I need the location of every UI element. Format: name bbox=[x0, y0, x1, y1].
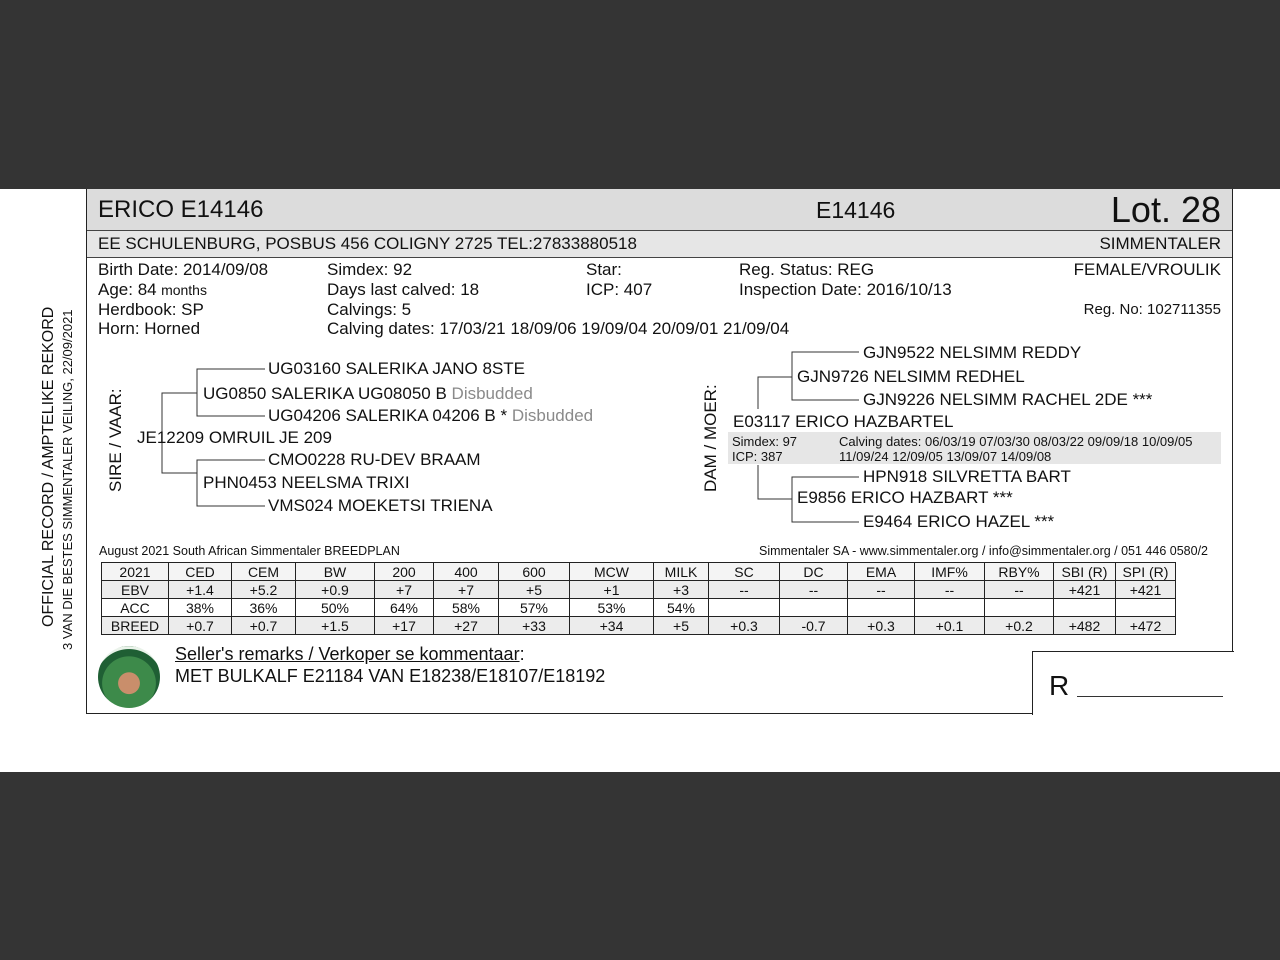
remarks-heading-text: Seller's remarks / Verkoper se kommentaar bbox=[175, 644, 520, 664]
dam-calving-dates-line2: 11/09/24 12/09/05 13/09/07 14/09/08 bbox=[839, 449, 1052, 464]
ebv-cell: 54% bbox=[654, 599, 709, 617]
price-entry-line[interactable] bbox=[1077, 696, 1223, 697]
ebv-cell: -- bbox=[985, 581, 1054, 599]
breedplan-contact: Simmentaler SA - www.simmentaler.org / info@simmentaler.org / 051 446 0580/2 bbox=[758, 544, 1208, 558]
ebv-cell: SC bbox=[709, 563, 780, 581]
age-value: Age: 84 bbox=[98, 280, 157, 299]
calving-dates: Calving dates: 17/03/21 18/09/06 19/09/04 20/09/01 21/09/04 bbox=[327, 319, 790, 338]
horn: Horn: Horned bbox=[98, 319, 201, 338]
ebv-cell: +34 bbox=[570, 617, 654, 635]
ebv-row-acc bbox=[102, 599, 1176, 617]
ebv-cell bbox=[915, 599, 985, 617]
ebv-cell: +5.2 bbox=[232, 581, 296, 599]
ebv-cell: +7 bbox=[434, 581, 499, 599]
ebv-cell: +0.7 bbox=[169, 617, 232, 635]
ebv-cell: 200 bbox=[375, 563, 434, 581]
sire-sire-dam-name: UG04206 SALERIKA 04206 B * bbox=[268, 406, 508, 425]
ebv-row-breed bbox=[102, 617, 1176, 635]
dam-simdex: Simdex: 97 bbox=[732, 434, 798, 449]
dam-sire: GJN9726 NELSIMM REDHEL bbox=[797, 367, 1025, 386]
sex: FEMALE/VROULIK bbox=[1073, 260, 1221, 279]
ebv-cell bbox=[709, 599, 780, 617]
birth-date: Birth Date: 2014/09/08 bbox=[98, 260, 269, 279]
owner-address: EE SCHULENBURG, POSBUS 456 COLIGNY 2725 TEL:27833880518 bbox=[98, 234, 637, 253]
ebv-cell: 64% bbox=[375, 599, 434, 617]
ebv-cell: SPI (R) bbox=[1116, 563, 1176, 581]
official-record-side-label: OFFICIAL RECORD / AMPTELIKE REKORD bbox=[40, 306, 57, 627]
ebv-cell: 36% bbox=[232, 599, 296, 617]
animal-name: ERICO E14146 bbox=[98, 196, 264, 223]
sire-sire-dam bbox=[268, 406, 593, 426]
auction-side-label: 3 VAN DIE BESTES SIMMENTALER VEILING, 22/09/2021 bbox=[60, 309, 75, 650]
ebv-cell: 50% bbox=[296, 599, 375, 617]
ebv-cell: +27 bbox=[434, 617, 499, 635]
days-last-calved: Days last calved: 18 bbox=[327, 280, 480, 299]
ebv-cell: +17 bbox=[375, 617, 434, 635]
sire-dam-sire: CMO0228 RU-DEV BRAAM bbox=[268, 450, 481, 469]
ebv-cell: 2021 bbox=[102, 563, 169, 581]
dam-sire-sire: GJN9522 NELSIMM REDDY bbox=[863, 343, 1082, 362]
price-box bbox=[1032, 651, 1234, 715]
age-unit: months bbox=[161, 282, 207, 298]
star: Star: bbox=[586, 260, 622, 279]
dam-dam: E9856 ERICO HAZBART *** bbox=[797, 488, 1013, 507]
ebv-cell: -- bbox=[915, 581, 985, 599]
ebv-cell: +0.9 bbox=[296, 581, 375, 599]
ebv-row-ebv bbox=[102, 581, 1176, 599]
ebv-cell: RBY% bbox=[985, 563, 1054, 581]
ebv-cell: -- bbox=[848, 581, 915, 599]
ebv-cell: +33 bbox=[499, 617, 570, 635]
ebv-cell: +421 bbox=[1054, 581, 1116, 599]
remarks-text: MET BULKALF E21184 VAN E18238/E18107/E18192 bbox=[175, 666, 606, 686]
dam-dam-sire: HPN918 SILVRETTA BART bbox=[863, 467, 1071, 486]
animal-card bbox=[86, 189, 1233, 714]
ebv-cell: +0.1 bbox=[915, 617, 985, 635]
price-label: R bbox=[1049, 670, 1070, 701]
ebv-cell: MCW bbox=[570, 563, 654, 581]
breedplan-caption: August 2021 South African Simmentaler BREEDPLAN bbox=[99, 544, 400, 558]
ebv-cell: DC bbox=[780, 563, 848, 581]
dam-calving-dates-line1: Calving dates: 06/03/19 07/03/30 08/03/22 09/09/18 10/09/05 bbox=[839, 434, 1193, 449]
dam-sire-dam: GJN9226 NELSIMM RACHEL 2DE *** bbox=[863, 390, 1153, 409]
animal-id: E14146 bbox=[816, 197, 896, 223]
calvings: Calvings: 5 bbox=[327, 300, 412, 319]
inspection-date: Inspection Date: 2016/10/13 bbox=[739, 280, 952, 299]
ebv-cell: +0.3 bbox=[848, 617, 915, 635]
sire-sire-sire: UG03160 SALERIKA JANO 8STE bbox=[268, 359, 526, 378]
ebv-cell: +7 bbox=[375, 581, 434, 599]
dam: E03117 ERICO HAZBARTEL bbox=[733, 412, 954, 431]
breed-label: SIMMENTALER bbox=[1099, 234, 1221, 253]
lot-record-sheet bbox=[0, 189, 1280, 772]
ebv-cell: +482 bbox=[1054, 617, 1116, 635]
ebv-cell: 38% bbox=[169, 599, 232, 617]
ebv-cell: +421 bbox=[1116, 581, 1176, 599]
ebv-cell: +5 bbox=[499, 581, 570, 599]
ebv-cell bbox=[985, 599, 1054, 617]
ebv-cell: +5 bbox=[654, 617, 709, 635]
ebv-cell: EMA bbox=[848, 563, 915, 581]
dam-dam-dam: E9464 ERICO HAZEL *** bbox=[863, 512, 1055, 531]
sire-dam: PHN0453 NEELSMA TRIXI bbox=[203, 473, 410, 492]
ebv-cell: SBI (R) bbox=[1054, 563, 1116, 581]
ebv-cell: BW bbox=[296, 563, 375, 581]
ebv-cell: -0.7 bbox=[780, 617, 848, 635]
ebv-cell: +0.7 bbox=[232, 617, 296, 635]
ebv-cell bbox=[848, 599, 915, 617]
ebv-cell: +1.5 bbox=[296, 617, 375, 635]
dam-label: DAM / MOER: bbox=[701, 384, 720, 492]
lot-number: Lot. 28 bbox=[1110, 189, 1221, 230]
ebv-cell: 53% bbox=[570, 599, 654, 617]
ebv-cell: 57% bbox=[499, 599, 570, 617]
ebv-cell: +472 bbox=[1116, 617, 1176, 635]
ebv-cell: MILK bbox=[654, 563, 709, 581]
simmentaler-logo bbox=[98, 646, 160, 708]
ebv-cell bbox=[780, 599, 848, 617]
ebv-cell: 58% bbox=[434, 599, 499, 617]
dam-icp: ICP: 387 bbox=[732, 449, 783, 464]
ebv-cell: 600 bbox=[499, 563, 570, 581]
ebv-cell: +0.2 bbox=[985, 617, 1054, 635]
herdbook: Herdbook: SP bbox=[98, 300, 204, 319]
ebv-table bbox=[101, 562, 1176, 635]
ebv-cell: -- bbox=[709, 581, 780, 599]
simdex: Simdex: 92 bbox=[327, 260, 413, 279]
ebv-cell: 400 bbox=[434, 563, 499, 581]
sire-dam-dam: VMS024 MOEKETSI TRIENA bbox=[268, 496, 493, 515]
ebv-cell: +1.4 bbox=[169, 581, 232, 599]
ebv-cell: CEM bbox=[232, 563, 296, 581]
remarks-heading bbox=[175, 644, 525, 665]
ebv-cell: -- bbox=[780, 581, 848, 599]
ebv-cell: ACC bbox=[102, 599, 169, 617]
ebv-cell bbox=[1116, 599, 1176, 617]
ebv-cell bbox=[1054, 599, 1116, 617]
ebv-cell: CED bbox=[169, 563, 232, 581]
sire-sire-name: UG0850 SALERIKA UG08050 B bbox=[203, 384, 447, 403]
reg-status: Reg. Status: REG bbox=[739, 260, 875, 279]
ebv-cell: BREED bbox=[102, 617, 169, 635]
icp: ICP: 407 bbox=[586, 280, 653, 299]
sire-label: SIRE / VAAR: bbox=[106, 388, 125, 492]
sire-sire-note: Disbudded bbox=[451, 384, 533, 403]
sire-sire-dam-note: Disbudded bbox=[511, 406, 594, 425]
reg-number: Reg. No: 102711355 bbox=[1083, 301, 1221, 318]
sire: JE12209 OMRUIL JE 209 bbox=[137, 428, 332, 447]
ebv-cell: +0.3 bbox=[709, 617, 780, 635]
remarks-heading-colon: : bbox=[519, 644, 525, 664]
ebv-cell: IMF% bbox=[915, 563, 985, 581]
ebv-cell: +3 bbox=[654, 581, 709, 599]
ebv-cell: +1 bbox=[570, 581, 654, 599]
ebv-header-row bbox=[102, 563, 1176, 581]
sire-sire bbox=[203, 384, 533, 404]
ebv-cell: EBV bbox=[102, 581, 169, 599]
